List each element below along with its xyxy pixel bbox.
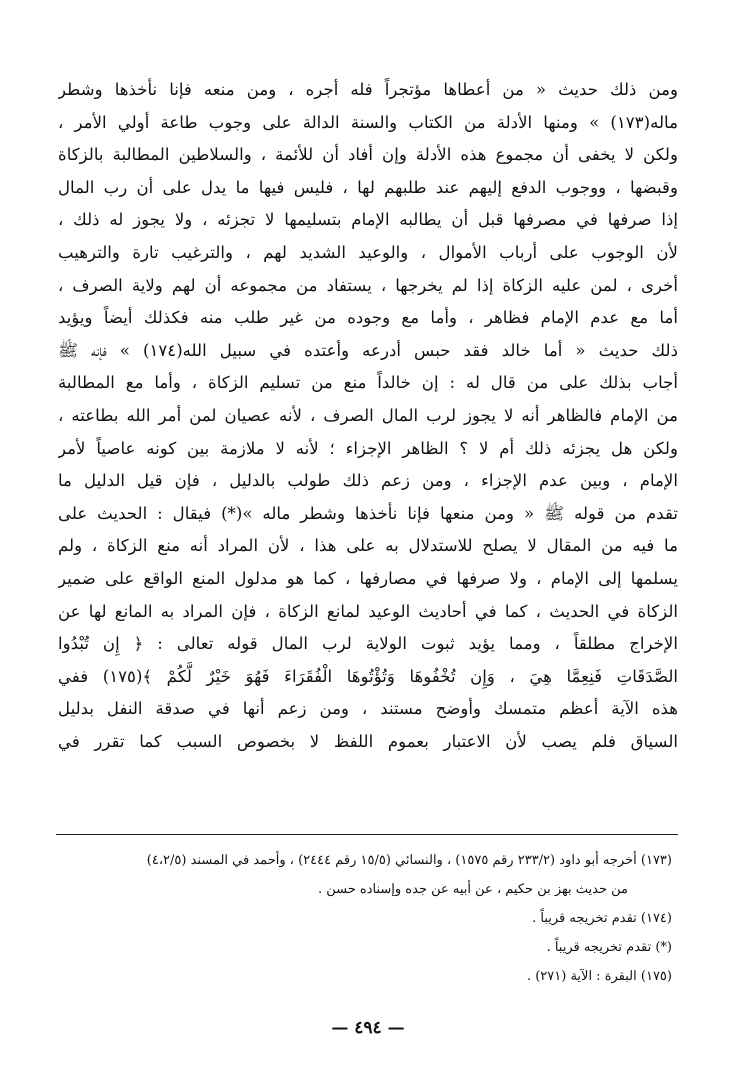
- text-line: ومن ذلك حديث « من أعطاها مؤتجراً فله أجره ، ومن منعه فإنا نأخذها وشطر: [58, 80, 678, 99]
- text-line: وقبضها ، ووجوب الدفع إليهم عند طلبهم لها ، فليس فيها ما يدل على أن رب المال: [58, 177, 678, 197]
- text-line: تقدم من قوله ﷺ « ومن منعها فإنا نأخذها وشطر ماله »(*) فيقال : الحديث على: [58, 503, 678, 523]
- footnote-173-continuation: من حديث بهز بن حكيم ، عن أبيه عن جده وإسناده حسن .: [317, 882, 628, 897]
- text-line: الإمام ، وبين عدم الإجزاء ، ومن زعم ذلك طولب بالدليل ، فإن قيل الدليل ما: [58, 471, 678, 491]
- text-line: السياق فلم يصب لأن الاعتبار بعموم اللفظ لا بخصوص السبب كما تقرر في: [58, 731, 678, 751]
- text-line: ذلك حديث « أما خالد فقد حبس أدرعه وأعتده في سبيل الله(١٧٤) » فإنه ﷺ: [58, 340, 678, 360]
- footnote-star: (*) تقدم تخريجه قريباً .: [546, 940, 672, 955]
- text-line: يسلمها إلى الإمام ، ولا صرفها في مصارفها ، كما هو مدلول المنع الواقع على ضمير: [58, 568, 678, 588]
- text-line: الإخراج مطلقاً ، ومما يؤيد ثبوت الولاية لرب المال قوله تعالى : ﴿ إِن تُبْدُوا: [58, 634, 678, 654]
- text-line: ولكن هل يجزئه ذلك أم لا ؟ الظاهر الإجزاء ؛ لأنه لا ملازمة بين كونه عاصياً لأمر: [58, 438, 678, 458]
- text-line: أخرى ، لمن عليه الزكاة إذا لم يخرجها ، يستفاد من مجموعه أن لهم ولاية الصرف ،: [58, 275, 678, 295]
- text-line: الزكاة في الحديث ، كما في أحاديث الوعيد لمانع الزكاة ، فإن المراد به المانع لها عن: [58, 601, 678, 621]
- text-line: أما مع عدم الإمام فظاهر ، وأما مع وجوده من غير طلب منه فكذلك أيضاً ويؤيد: [58, 308, 678, 328]
- footnote-175: (١٧٥) البقرة : الآية (٢٧١) .: [526, 969, 672, 984]
- footnotes: [56, 846, 672, 991]
- footnote-174: (١٧٤) تقدم تخريجه قريباً .: [532, 911, 672, 926]
- text-line: أجاب بذلك على من قال له : إن خالداً منع من تسليم الزكاة ، وأما مع المطالبة: [58, 373, 678, 393]
- text-line: الصَّدَقَاتِ فَنِعِمَّا هِيَ ، وَإِن تُخْفُوهَا وَتُؤْتُوهَا الْفُقَرَاءَ فَهُوَ خَيْرٌ لَّكُمْ ﴾(١٧٥) ففي: [58, 666, 678, 686]
- text-line: ماله(١٧٣) » ومنها الأدلة من الكتاب والسنة الدالة على وجوب طاعة أولي الأمر ،: [58, 112, 678, 132]
- text-line: ما فيه من المقال لا يصلح للاستدلال به على هذا ، لأن المراد أنه منع الزكاة ، ولم: [58, 536, 678, 556]
- page-number: — ٤٩٤ —: [331, 1018, 405, 1038]
- text-line: لأن الوجوب على أرباب الأموال ، والوعيد الشديد لهم ، والترغيب تارة والترهيب: [58, 242, 678, 262]
- text-line: من الإمام فالظاهر أنه لا يجوز لرب المال الصرف ، لأنه عصيان لمن أمر الله بطاعته ،: [58, 405, 678, 425]
- text-line: إذا صرفها في مصرفها قبل أن يطالبه الإمام بتسليمها لا تجزئه ، ولا يجوز له ذلك ،: [58, 210, 678, 230]
- text-line: ولكن لا يخفى أن مجموع هذه الأدلة وإن أفاد أن للأئمة ، والسلاطين المطالبة بالزكاة: [58, 145, 678, 165]
- main-text: [58, 74, 678, 758]
- footnote-173: (١٧٣) أخرجه أبو داود (٢٣٣/٢ رقم ١٥٧٥) ، والنسائي (١٥/٥ رقم ٢٤٤٤) ، وأحمد في المسند (٤،٢/٥): [146, 853, 672, 868]
- text-line: هذه الآية أعظم متمسك وأوضح مستند ، ومن زعم أنها في صدقة النفل بدليل: [58, 699, 678, 719]
- footnote-divider: [56, 834, 678, 835]
